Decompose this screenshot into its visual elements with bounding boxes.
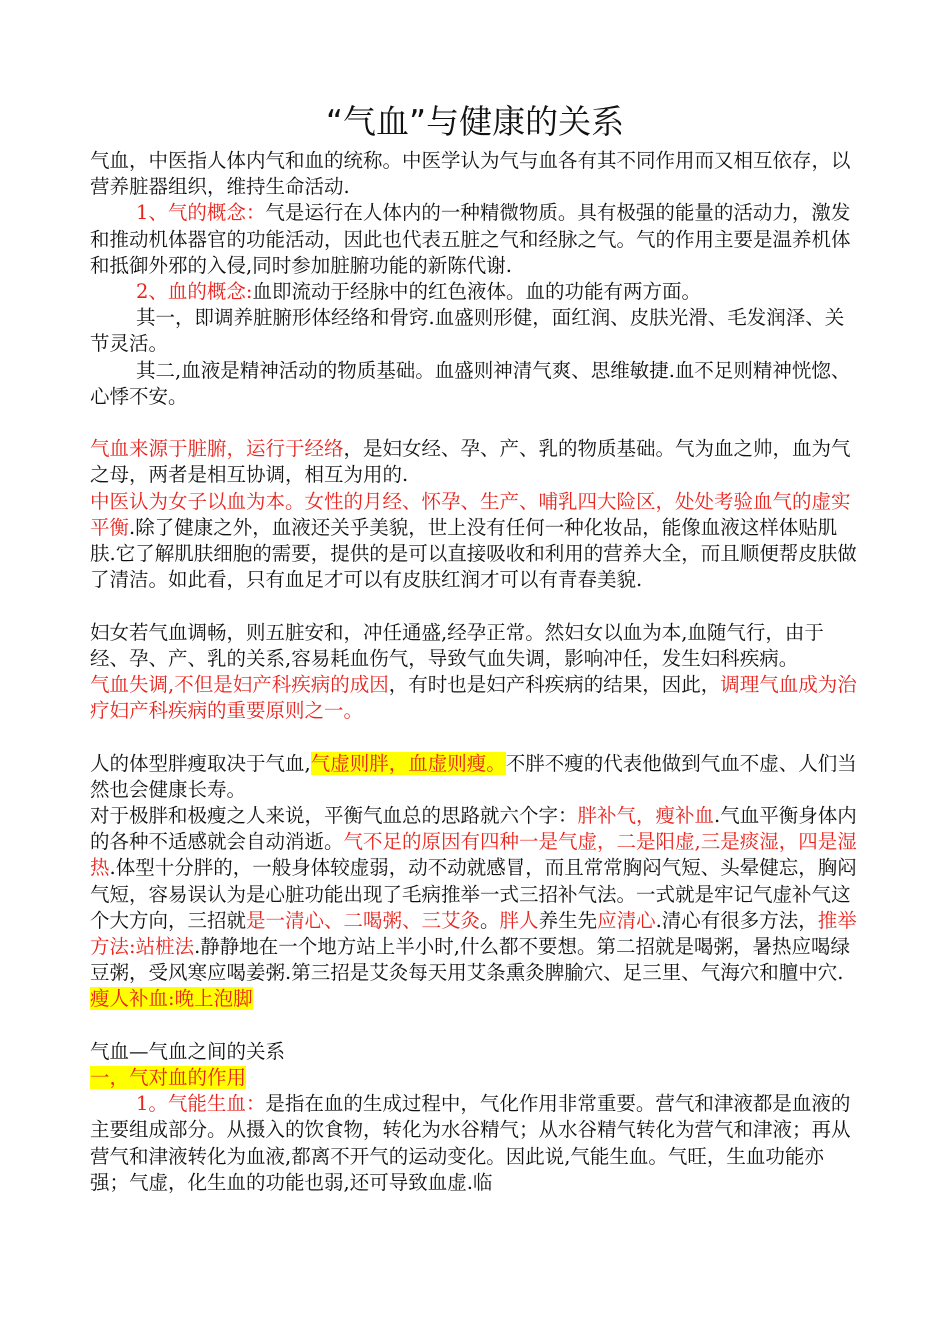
blood-concept-text: 血即流动于经脉中的红色液体。血的功能有两方面。 xyxy=(252,280,701,304)
spacer xyxy=(90,593,862,619)
balance-r1: 胖补气，瘦补血 xyxy=(577,804,715,828)
balance-r6: 推举方法:站桩法 xyxy=(90,908,857,959)
spacer xyxy=(90,1013,862,1039)
balance-paragraph xyxy=(90,803,862,986)
document-body xyxy=(90,148,862,1196)
balance-t7: .静静地在一个地方站上半小时,什么都不要想。第二招就是喝粥，暑热应喝绿豆粥，受风寒应喝姜粥.第三招是艾灸每天用艾条熏灸脾腧穴、足三里、气海穴和膻中穴. xyxy=(90,935,850,985)
balance-r5: 应清心 xyxy=(597,908,656,932)
body-type-highlight: 气虚则胖，血虚则瘦。 xyxy=(310,751,506,775)
balance-r3: 是一清心、二喝粥、三艾灸 xyxy=(246,908,481,932)
body-type-paragraph xyxy=(90,751,862,803)
body-type-text-1: 人的体型胖瘦取决于气血, xyxy=(90,751,311,775)
qi-concept-paragraph xyxy=(90,200,862,279)
women-paragraph xyxy=(90,489,862,594)
spacer xyxy=(90,410,862,436)
section-subheading: 一，气对血的作用 xyxy=(90,1066,247,1090)
section-subheading-paragraph xyxy=(90,1065,862,1091)
balance-t2: .气血平衡身体内的各种不适感就会自动消逝。 xyxy=(90,804,857,854)
disorder-paragraph xyxy=(90,672,862,724)
disorder-text: ，有时也是妇产科疾病的结果，因此， xyxy=(388,673,721,697)
qi-concept-text: 气是运行在人体内的一种精微物质。具有极强的能量的活动力，激发和推动机体器官的功能活动，因此也代表五脏之气和经脉之气。气的作用主要是温养机体和抵御外邪的入侵,同时参加脏腑功能的新陈代谢. xyxy=(90,201,851,277)
thin-tip: 瘦人补血:晚上泡脚 xyxy=(90,987,253,1011)
harmony-paragraph: 妇女若气血调畅，则五脏安和，冲任通盛,经孕正常。然妇女以血为本,血随气行，由于经、孕、产、乳的关系,容易耗血伤气，导致气血失调，影响冲任，发生妇科疾病。 xyxy=(90,620,824,670)
source-text: ，是妇女经、孕、产、乳的物质基础。气为血之帅，血为气之母，两者是相互协调，相互为用的. xyxy=(90,437,851,487)
qi-generates-text: 是指在血的生成过程中，气化作用非常重要。营气和津液都是血液的主要组成部分。从摄入的饮食物，转化为水谷精气；从水谷精气转化为营气和津液；再从营气和津液转化为血液,都离不开气的运动变化。因此说,气能生血。气旺，生血功能亦强；气虚，化生血的功能也弱,还可导致血虚.临 xyxy=(90,1092,851,1194)
women-red: 中医认为女子以血为本。女性的月经、怀孕、生产、哺乳四大险区，处处考验血气的虚实平衡 xyxy=(90,489,851,539)
women-text: .除了健康之外，血液还关乎美貌，世上没有任何一种化妆品，能像血液这样体贴肌肤.它了解肌肤细胞的需要，提供的是可以直接吸收和利用的营养大全，而且顺便帮皮肤做了清洁。如此看，只有血足才可以有皮肤红润才可以有青春美貌. xyxy=(90,515,857,592)
source-red: 气血来源于脏腑，运行于经络 xyxy=(90,437,344,461)
blood-concept-label: 2、血的概念: xyxy=(136,280,253,304)
disorder-red-2: 调理气血成为治疗妇产科疾病的重要原则之一。 xyxy=(90,673,857,723)
disorder-red-1: 气血失调,不但是妇产科疾病的成因 xyxy=(90,673,389,697)
body-type-text-2: 不胖不瘦的代表他做到气血不虚、人们当然也会健康长寿。 xyxy=(90,751,857,801)
blood-concept-paragraph xyxy=(90,279,862,305)
section-heading: 气血—气血之间的关系 xyxy=(90,1039,286,1063)
qi-generates-paragraph xyxy=(90,1091,862,1196)
spacer xyxy=(90,724,862,750)
source-paragraph xyxy=(90,436,862,488)
balance-r2: 气不足的原因有四种一是气虚，二是阳虚,三是痰湿，四是湿热 xyxy=(90,830,857,880)
balance-t3: .体型十分胖的，一般身体较虚弱，动不动就感冒，而且常常胸闷气短、头晕健忘，胸闷气短，容易误认为是心脏功能出现了毛病推举一式三招补气法。一式就是牢记气虚补气这个大方向，三招就 xyxy=(90,856,857,932)
intro-paragraph: 气血，中医指人体内气和血的统称。中医学认为气与血各有其不同作用而又相互依存，以营养脏器组织，维持生命活动. xyxy=(90,149,851,199)
balance-t5: 养生先 xyxy=(538,908,598,932)
qi-concept-label: 1、气的概念： xyxy=(136,201,266,225)
balance-t6: .清心有很多方法， xyxy=(655,908,818,932)
blood-function-1: 其一，即调养脏腑形体经络和骨窍.血盛则形健，面红润、皮肤光滑、毛发润泽、关节灵活。 xyxy=(90,306,845,356)
blood-function-2: 其二,血液是精神活动的物质基础。血盛则神清气爽、思维敏捷.血不足则精神恍惚、心悸不安。 xyxy=(90,358,851,408)
balance-t1: 对于极胖和极瘦之人来说，平衡气血总的思路就六个字： xyxy=(90,804,578,828)
qi-generates-label: 1。气能生血： xyxy=(136,1092,266,1116)
balance-t4: 。 xyxy=(480,908,500,932)
thin-tip-paragraph xyxy=(90,986,862,1012)
balance-r4: 胖人 xyxy=(499,908,539,932)
page-title: “气血”与健康的关系 xyxy=(325,102,625,141)
